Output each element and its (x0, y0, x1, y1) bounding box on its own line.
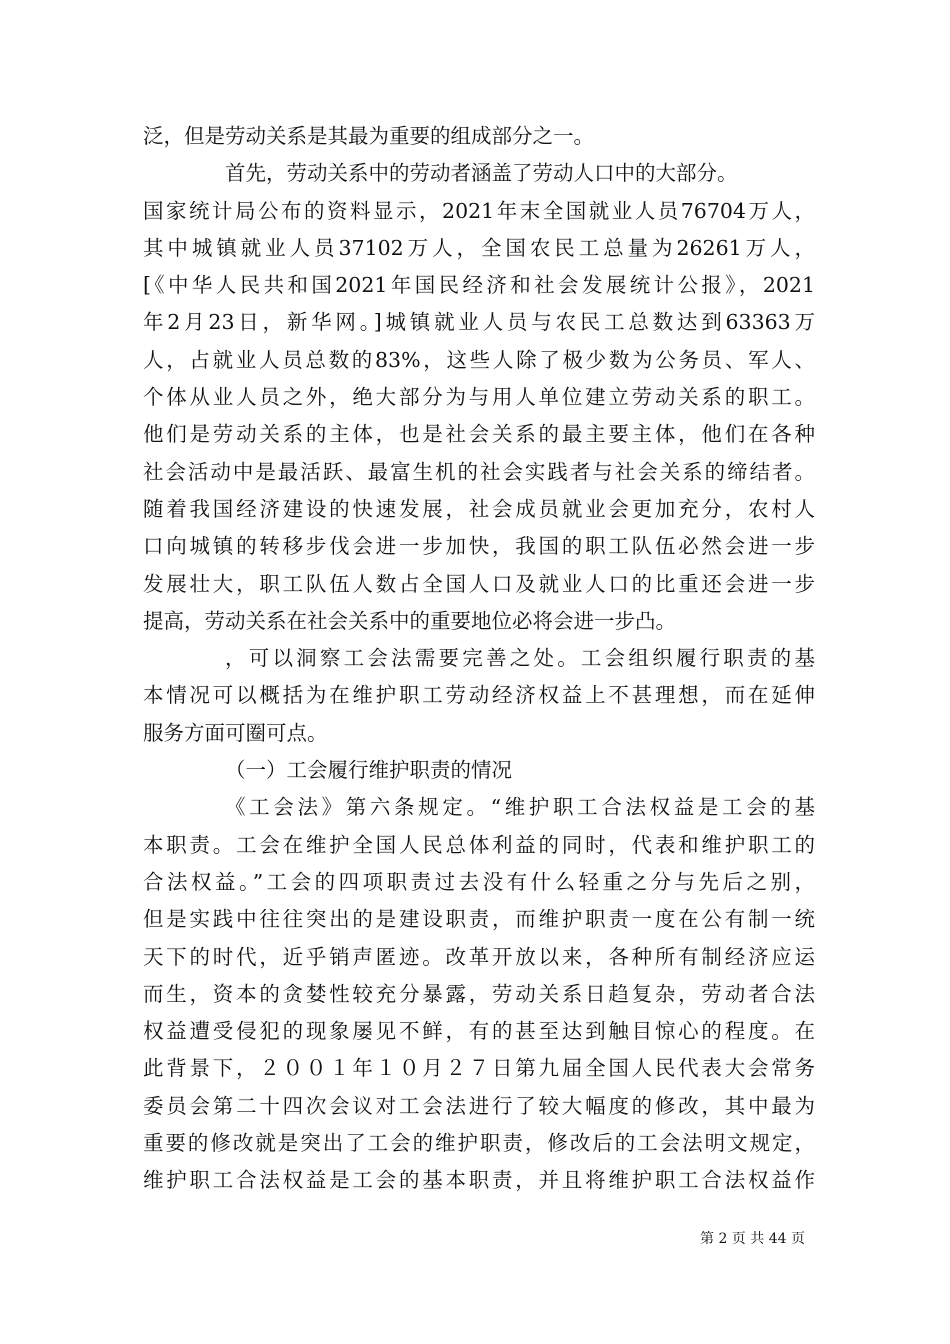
text-line: 国家统计局公布的资料显示，2021年末全国就业人员76704万人， (143, 198, 815, 223)
text-line: 权益遭受侵犯的现象屡见不鲜，有的甚至达到触目惊心的程度。在 (143, 1019, 815, 1044)
text-line: [《中华人民共和国2021年国民经济和社会发展统计公报》，2021 (143, 273, 815, 298)
body-text (143, 118, 815, 1200)
text-line: 服务方面可圈可点。 (143, 720, 328, 745)
text-line: 维护职工合法权益是工会的基本职责，并且将维护职工合法权益作 (143, 1168, 815, 1193)
text-line: 提高，劳动关系在社会关系中的重要地位必将会进一步凸。 (143, 608, 676, 633)
text-line: 泛，但是劳动关系是其最为重要的组成部分之一。 (143, 124, 594, 148)
text-line: 此背景下，２００１年１０月２７日第九届全国人民代表大会常务 (143, 1056, 815, 1081)
text-line: 社会活动中是最活跃、最富生机的社会实践者与社会关系的缔结者。 (143, 459, 815, 484)
text-line: 但是实践中往往突出的是建设职责，而维护职责一度在公有制一统 (143, 907, 815, 932)
text-line: 本职责。工会在维护全国人民总体利益的同时，代表和维护职工的 (143, 832, 815, 857)
text-line: 口向城镇的转移步伐会进一步加快，我国的职工队伍必然会进一步 (143, 534, 815, 559)
text-line: 首先，劳动关系中的劳动者涵盖了劳动人口中的大部分。 (225, 161, 738, 186)
text-line: 个体从业人员之外，绝大部分为与用人单位建立劳动关系的职工。 (143, 385, 815, 410)
text-line: 他们是劳动关系的主体，也是社会关系的最主要主体，他们在各种 (143, 422, 815, 447)
text-line: 发展壮大，职工队伍人数占全国人口及就业人口的比重还会进一步 (143, 571, 815, 596)
text-line: 合法权益。”工会的四项职责过去没有什么轻重之分与先后之别， (143, 869, 815, 894)
text-line: 而生，资本的贪婪性较充分暴露，劳动关系日趋复杂，劳动者合法 (143, 981, 815, 1006)
text-line: 本情况可以概括为在维护职工劳动经济权益上不甚理想，而在延伸 (143, 683, 815, 708)
text-line: 年2月23日，新华网。]城镇就业人员与农民工总数达到63363万 (143, 310, 815, 335)
text-line: ，可以洞察工会法需要完善之处。工会组织履行职责的基 (225, 646, 815, 671)
text-line: 随着我国经济建设的快速发展，社会成员就业会更加充分，农村人 (143, 496, 815, 521)
text-line: 重要的修改就是突出了工会的维护职责，修改后的工会法明文规定， (143, 1131, 815, 1156)
text-line: 天下的时代，近乎销声匿迹。改革开放以来，各种所有制经济应运 (143, 944, 815, 969)
text-line: 人，占就业人员总数的83%，这些人除了极少数为公务员、军人、 (143, 347, 815, 372)
text-line: 委员会第二十四次会议对工会法进行了较大幅度的修改，其中最为 (143, 1093, 815, 1118)
page-number: 第 2 页 共 44 页 (700, 1231, 805, 1247)
text-line: （一）工会履行维护职责的情况 (225, 758, 512, 783)
text-line: 《工会法》第六条规定。“维护职工合法权益是工会的基 (225, 795, 815, 820)
text-line: 其中城镇就业人员37102万人，全国农民工总量为26261万人， (143, 235, 815, 260)
